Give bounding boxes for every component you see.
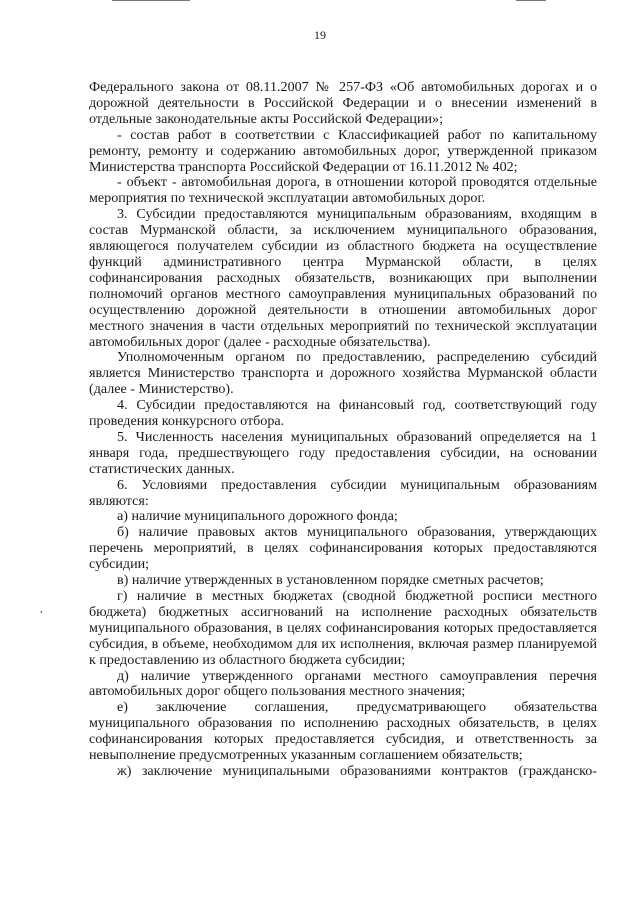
margin-mark: , [40, 603, 43, 615]
list-item: д) наличие утвержденного органами местного самоуправления перечня автомобильных дорог общего пользования местного значения; [89, 667, 597, 700]
list-item: е) заключение соглашения, предусматривающего обязательства муниципального образования по исполнению расходных обязательств, в целях софинансирования которых предоставляется субсидия, и ответственность за невыполнение предусмотренных указанным соглашением обязательств; [89, 699, 597, 764]
paragraph: 3. Субсидии предоставляются муниципальным образованиям, входящим в состав Мурманской области, за исключением муниципального образования, являющегося получателем субсидии из областного бюджета на осуществление функций административного центра Мурманской области, в целях софинансирования расходных обязательств, возникающих при выполнении полномочий органов местного самоуправления муниципальных образований по осуществлению дорожной деятельности в отношении автомобильных дорог местного значения в части отдельных мероприятий по технической эксплуатации автомобильных дорог (далее - расходные обязательства). [89, 206, 597, 350]
list-item: в) наличие утвержденных в установленном порядке сметных расчетов; [117, 572, 544, 589]
paragraph: 5. Численность населения муниципальных образований определяется на 1 января года, предшествующего году предоставления субсидии, на основании статистических данных. [89, 428, 597, 477]
paragraph: 6. Условиями предоставления субсидии муниципальным образованиям являются: [89, 476, 597, 509]
page-number: 19 [314, 28, 326, 42]
scan-edge-mark [516, 0, 546, 1]
paragraph: Уполномоченным органом по предоставлению, распределению субсидий является Министерство транспорта и дорожного хозяйства Мурманской области (далее - Министерство). [89, 349, 597, 398]
list-item: г) наличие в местных бюджетах (сводной бюджетной росписи местного бюджета) бюджетных ассигнований на исполнение расходных обязательств муниципального образования, в целях софинансирования которых предоставляется субсидия, в объеме, необходимом для их исполнения, включая размер планируемой к предоставлению из областного бюджета субсидии; [89, 588, 597, 668]
paragraph: - состав работ в соответствии с Классификацией работ по капитальному ремонту, ремонту и содержанию автомобильных дорог, утвержденной приказом Министерства транспорта Российской Федерации от 16.11.2012 № 402; [89, 126, 597, 175]
paragraph: 4. Субсидии предоставляются на финансовый год, соответствующий году проведения конкурсного отбора. [89, 397, 597, 430]
list-item: ж) заключение муниципальными образованиями контрактов (гражданско- [117, 762, 597, 779]
list-item: б) наличие правовых актов муниципального образования, утверждающих перечень мероприятий, в целях софинансирования которых предоставляются субсидии; [89, 524, 597, 573]
scan-edge-mark [112, 0, 190, 1]
list-item: а) наличие муниципального дорожного фонда; [117, 508, 398, 525]
paragraph: Федерального закона от 08.11.2007 № 257-ФЗ «Об автомобильных дорогах и о дорожной деятельности в Российской Федерации и о внесении изменений в отдельные законодательные акты Российской Федерации»; [89, 79, 597, 127]
paragraph: - объект - автомобильная дорога, в отношении которой проводятся отдельные мероприятия по технической эксплуатации автомобильных дорог. [89, 174, 597, 207]
document-body [89, 80, 597, 780]
